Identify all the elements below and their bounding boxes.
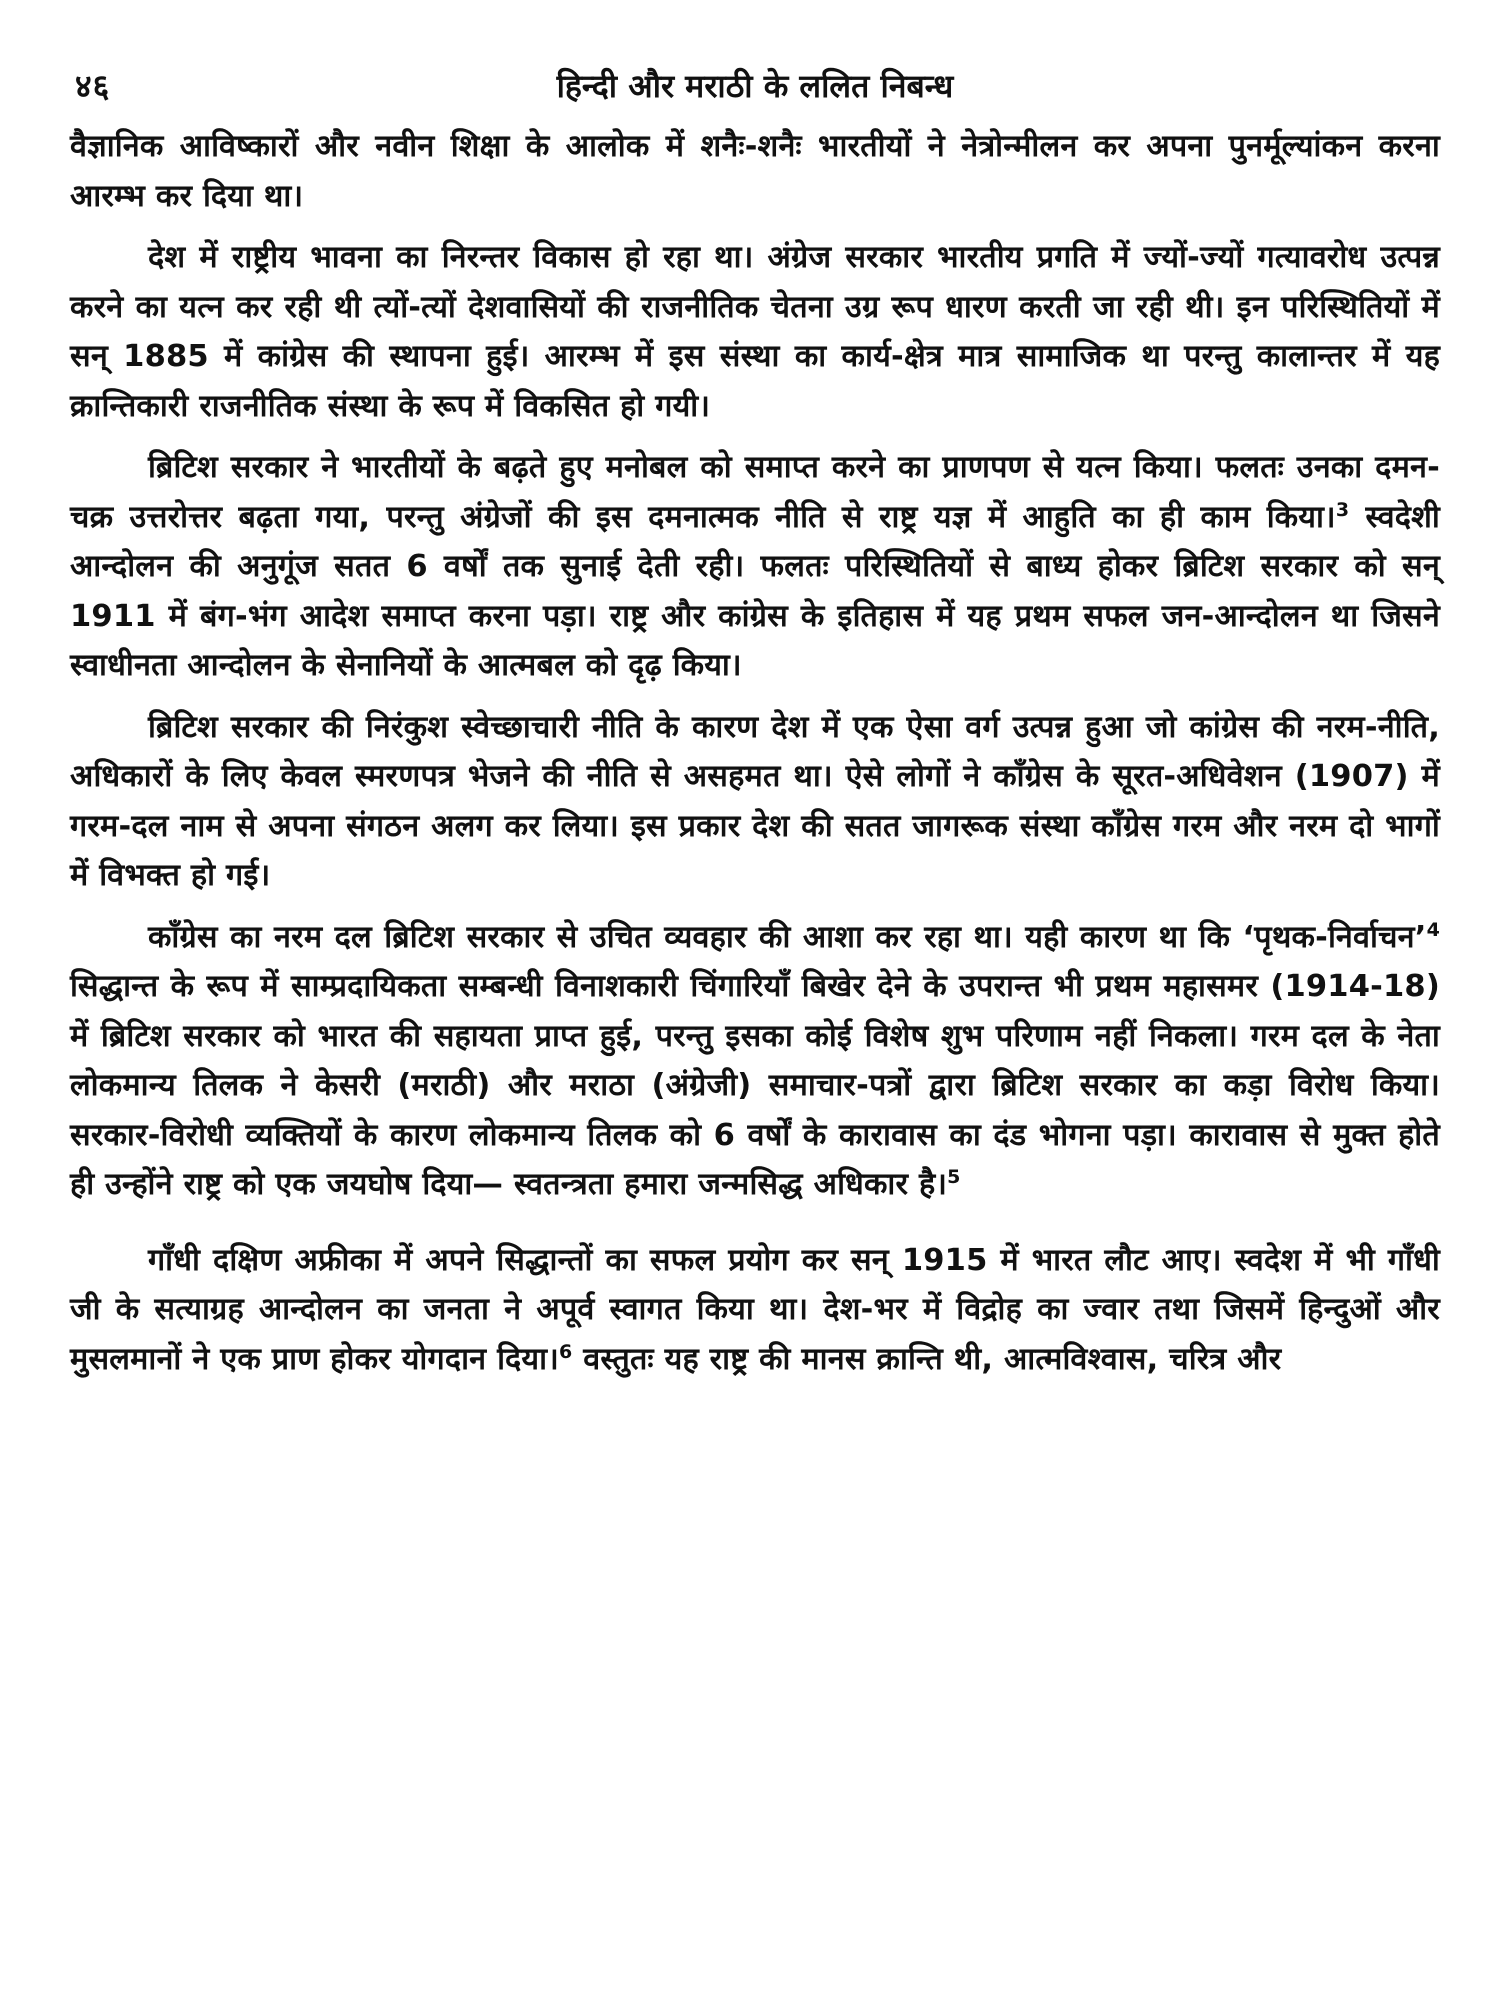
paragraph-4: [70, 703, 1440, 901]
paragraph-6-text-b: वस्तुतः यह राष्ट्र की मानस क्रान्ति थी, आत्मविश्वास, चरित्र और: [572, 1341, 1282, 1377]
paragraph-3: [70, 443, 1440, 691]
page-number: ४६: [75, 67, 111, 105]
footnote-marker-6: 6: [558, 1340, 573, 1363]
paragraph-2-text: देश में राष्ट्रीय भावना का निरन्तर विकास हो रहा था। अंग्रेज सरकार भारतीय प्रगति में ज्यों-ज्यों गत्यावरोध उत्पन्न करने का यत्न कर रही थी त्यों-त्यों देशवासियों की राजनीतिक चेतना उग्र रूप धारण करती जा रही थी। इन परिस्थितियों में सन् 1885 में कांग्रेस की स्थापना हुई। आरम्भ में इस संस्था का कार्य-क्षेत्र मात्र सामाजिक था परन्तु कालान्तर में यह क्रान्तिकारी राजनीतिक संस्था के रूप में विकसित हो गयी।: [70, 240, 1440, 424]
body-text: [70, 122, 1440, 1384]
running-title: हिन्दी और मराठी के ललित निबन्ध: [556, 67, 954, 105]
footnote-marker-3: 3: [1335, 498, 1350, 521]
paragraph-5: [70, 913, 1440, 1210]
paragraph-1-text: वैज्ञानिक आविष्कारों और नवीन शिक्षा के आलोक में शनैः-शनैः भारतीयों ने नेत्रोन्मीलन कर अपना पुनर्मूल्यांकन करना आरम्भ कर दिया था।: [70, 129, 1440, 214]
paragraph-6-text-a: गाँधी दक्षिण अफ्रीका में अपने सिद्धान्तों का सफल प्रयोग कर सन् 1915 में भारत लौट आए। स्वदेश में भी गाँधी जी के सत्याग्रह आन्दोलन का जनता ने अपूर्व स्वागत किया था। देश-भर में विद्रोह का ज्वार तथा जिसमें हिन्दुओं और मुसलमानों ने एक प्राण होकर योगदान दिया।: [70, 1242, 1440, 1377]
paragraph-6: [70, 1236, 1440, 1385]
paragraph-5-text-b: सिद्धान्त के रूप में साम्प्रदायिकता सम्बन्धी विनाशकारी चिंगारियाँ बिखेर देने के उपरान्त भी प्रथम महासमर (1914-18) में ब्रिटिश सरकार को भारत की सहायता प्राप्त हुई, परन्तु इसका कोई विशेष शुभ परिणाम नहीं निकला। गरम दल के नेता लोकमान्य तिलक ने केसरी (मराठी) और मराठा (अंग्रेजी) समाचार-पत्रों द्वारा ब्रिटिश सरकार का कड़ा विरोध किया। सरकार-विरोधी व्यक्तियों के कारण लोकमान्य तिलक को 6 वर्षों के कारावास का दंड भोगना पड़ा। कारावास से मुक्त होते ही उन्होंने राष्ट्र को एक जयघोष दिया— स्वतन्त्रता हमारा जन्मसिद्ध अधिकार है।: [70, 969, 1440, 1202]
page-header: [70, 58, 1440, 118]
footnote-marker-4: 4: [1426, 918, 1440, 941]
paragraph-3-text-a: ब्रिटिश सरकार ने भारतीयों के बढ़ते हुए मनोबल को समाप्त करने का प्राणपण से यत्न किया। फलतः उनका दमन-चक्र उत्तरोत्तर बढ़ता गया, परन्तु अंग्रेजों की इस दमनात्मक नीति से राष्ट्र यज्ञ में आहुति का ही काम किया।: [70, 450, 1440, 535]
paragraph-3-text-b: स्वदेशी आन्दोलन की अनुगूंज सतत 6 वर्षों तक सुनाई देती रही। फलतः परिस्थितियों से बाध्य होकर ब्रिटिश सरकार को सन् 1911 में बंग-भंग आदेश समाप्त करना पड़ा। राष्ट्र और कांग्रेस के इतिहास में यह प्रथम सफल जन-आन्दोलन था जिसने स्वाधीनता आन्दोलन के सेनानियों के आत्मबल को दृढ़ किया।: [70, 499, 1440, 683]
paragraph-4-text: ब्रिटिश सरकार की निरंकुश स्वेच्छाचारी नीति के कारण देश में एक ऐसा वर्ग उत्पन्न हुआ जो कांग्रेस की नरम-नीति, अधिकारों के लिए केवल स्मरणपत्र भेजने की नीति से असहमत था। ऐसे लोगों ने काँग्रेस के सूरत-अधिवेशन (1907) में गरम-दल नाम से अपना संगठन अलग कर लिया। इस प्रकार देश की सतत जागरूक संस्था काँग्रेस गरम और नरम दो भागों में विभक्त हो गई।: [70, 709, 1440, 893]
paragraph-5-text-a: काँग्रेस का नरम दल ब्रिटिश सरकार से उचित व्यवहार की आशा कर रहा था। यही कारण था कि ‘पृथक-निर्वाचन’: [148, 919, 1427, 955]
paragraph-1: [70, 122, 1440, 221]
paragraph-2: [70, 233, 1440, 431]
footnote-marker-5: 5: [947, 1165, 961, 1188]
